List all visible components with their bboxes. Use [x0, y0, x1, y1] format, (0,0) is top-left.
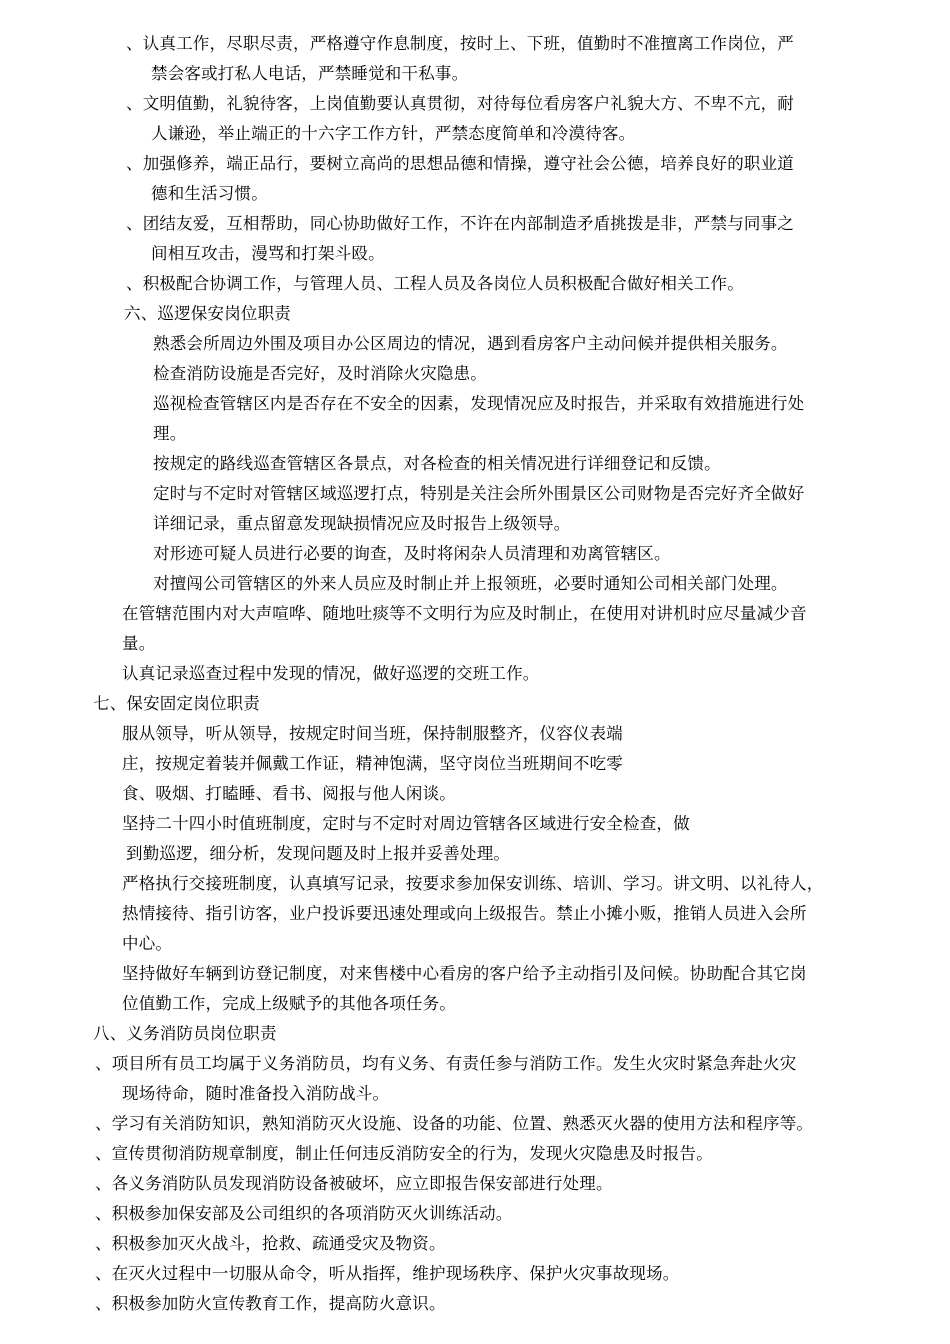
section-7-line: 食、吸烟、打瞌睡、看书、阅报与他人闲谈。: [122, 784, 456, 803]
section-7-line: 坚持做好车辆到访登记制度，对来售楼中心看房的客户给予主动指引及问候。协助配合其它岗: [122, 964, 807, 983]
section-8-line: 、在灭火过程中一切服从命令，听从指挥，维护现场秩序、保护火灾事故现场。: [95, 1264, 680, 1283]
duty-item-2-line-2: 人谦逊，举止端正的十六字工作方针，严禁态度简单和冷漠待客。: [151, 124, 636, 143]
duty-item-2-line-1: 、文明值勤，礼貌待客，上岗值勤要认真贯彻，对待每位看房客户礼貌大方、不卑不亢，耐: [126, 94, 794, 113]
duty-item-1-line-1: 、认真工作，尽职尽责，严格遵守作息制度，按时上、下班，值勤时不准擅离工作岗位，严: [126, 34, 794, 53]
section-6-line: 定时与不定时对管辖区域巡逻打点，特别是关注会所外围景区公司财物是否完好齐全做好: [153, 484, 805, 503]
section-6-line: 详细记录，重点留意发现缺损情况应及时报告上级领导。: [153, 514, 571, 533]
section-7-line: 到勤巡逻，细分析，发现问题及时上报并妥善处理。: [126, 844, 511, 863]
section-8-line: 、各义务消防队员发现消防设备被破坏，应立即报告保安部进行处理。: [95, 1174, 613, 1193]
section-7-line: 坚持二十四小时值班制度，定时与不定时对周边管辖各区域进行安全检查，做: [122, 814, 690, 833]
section-8-line: 、积极参加防火宣传教育工作，提高防火意识。: [95, 1294, 446, 1313]
duty-item-5-line-1: 、积极配合协调工作，与管理人员、工程人员及各岗位人员积极配合做好相关工作。: [126, 274, 744, 293]
section-6-line: 在管辖范围内对大声喧哗、随地吐痰等不文明行为应及时制止，在使用对讲机时应尽量减少音: [122, 604, 807, 623]
section-6-line: 检查消防设施是否完好，及时消除火灾隐患。: [153, 364, 487, 383]
duty-item-3-line-1: 、加强修养，端正品行，要树立高尚的思想品德和情操，遵守社会公德，培养良好的职业道: [126, 154, 794, 173]
section-7-line: 热情接待、指引访客，业户投诉要迅速处理或向上级报告。禁止小摊小贩，推销人员进入会所: [122, 904, 807, 923]
duty-item-4-line-2: 间相互攻击，漫骂和打架斗殴。: [151, 244, 385, 263]
section-6-line: 理。: [153, 424, 187, 443]
section-8-heading: 八、义务消防员岗位职责: [93, 1024, 277, 1043]
section-7-line: 位值勤工作，完成上级赋予的其他各项任务。: [122, 994, 456, 1013]
section-8-line: 现场待命，随时准备投入消防战斗。: [122, 1084, 390, 1103]
section-7-line: 庄，按规定着装并佩戴工作证，精神饱满，坚守岗位当班期间不吃零: [122, 754, 623, 773]
section-6-line: 熟悉会所周边外围及项目办公区周边的情况，遇到看房客户主动问候并提供相关服务。: [153, 334, 788, 353]
section-6-line: 量。: [122, 634, 156, 653]
duty-item-3-line-2: 德和生活习惯。: [151, 184, 268, 203]
section-8-line: 、积极参加保安部及公司组织的各项消防灭火训练活动。: [95, 1204, 513, 1223]
section-8-line: 、学习有关消防知识，熟知消防灭火设施、设备的功能、位置、熟悉灭火器的使用方法和程序等。: [95, 1114, 814, 1133]
section-8-line: 、宣传贯彻消防规章制度，制止任何违反消防安全的行为，发现火灾隐患及时报告。: [95, 1144, 713, 1163]
section-8-line: 、积极参加灭火战斗，抢救、疏通受灾及物资。: [95, 1234, 446, 1253]
section-7-line: 中心。: [122, 934, 173, 953]
section-7-line: 服从领导，听从领导，按规定时间当班，保持制服整齐，仪容仪表端: [122, 724, 623, 743]
section-7-line: 严格执行交接班制度，认真填写记录，按要求参加保安训练、培训、学习。讲文明、以礼待人，: [122, 874, 824, 893]
section-6-line: 对形迹可疑人员进行必要的询查，及时将闲杂人员清理和劝离管辖区。: [153, 544, 671, 563]
section-6-line: 按规定的路线巡查管辖区各景点，对各检查的相关情况进行详细登记和反馈。: [153, 454, 721, 473]
section-7-heading: 七、保安固定岗位职责: [93, 694, 260, 713]
duty-item-1-line-2: 禁会客或打私人电话，严禁睡觉和干私事。: [151, 64, 469, 83]
section-6-line: 认真记录巡查过程中发现的情况，做好巡逻的交班工作。: [122, 664, 540, 683]
section-6-line: 对擅闯公司管辖区的外来人员应及时制止并上报领班，必要时通知公司相关部门处理。: [153, 574, 788, 593]
section-6-heading: 六、巡逻保安岗位职责: [124, 304, 291, 323]
section-6-line: 巡视检查管辖区内是否存在不安全的因素，发现情况应及时报告，并采取有效措施进行处: [153, 394, 805, 413]
duty-item-4-line-1: 、团结友爱，互相帮助，同心协助做好工作，不许在内部制造矛盾挑拨是非，严禁与同事之: [126, 214, 794, 233]
section-8-line: 、项目所有员工均属于义务消防员，均有义务、有责任参与消防工作。发生火灾时紧急奔赴火灾: [95, 1054, 797, 1073]
